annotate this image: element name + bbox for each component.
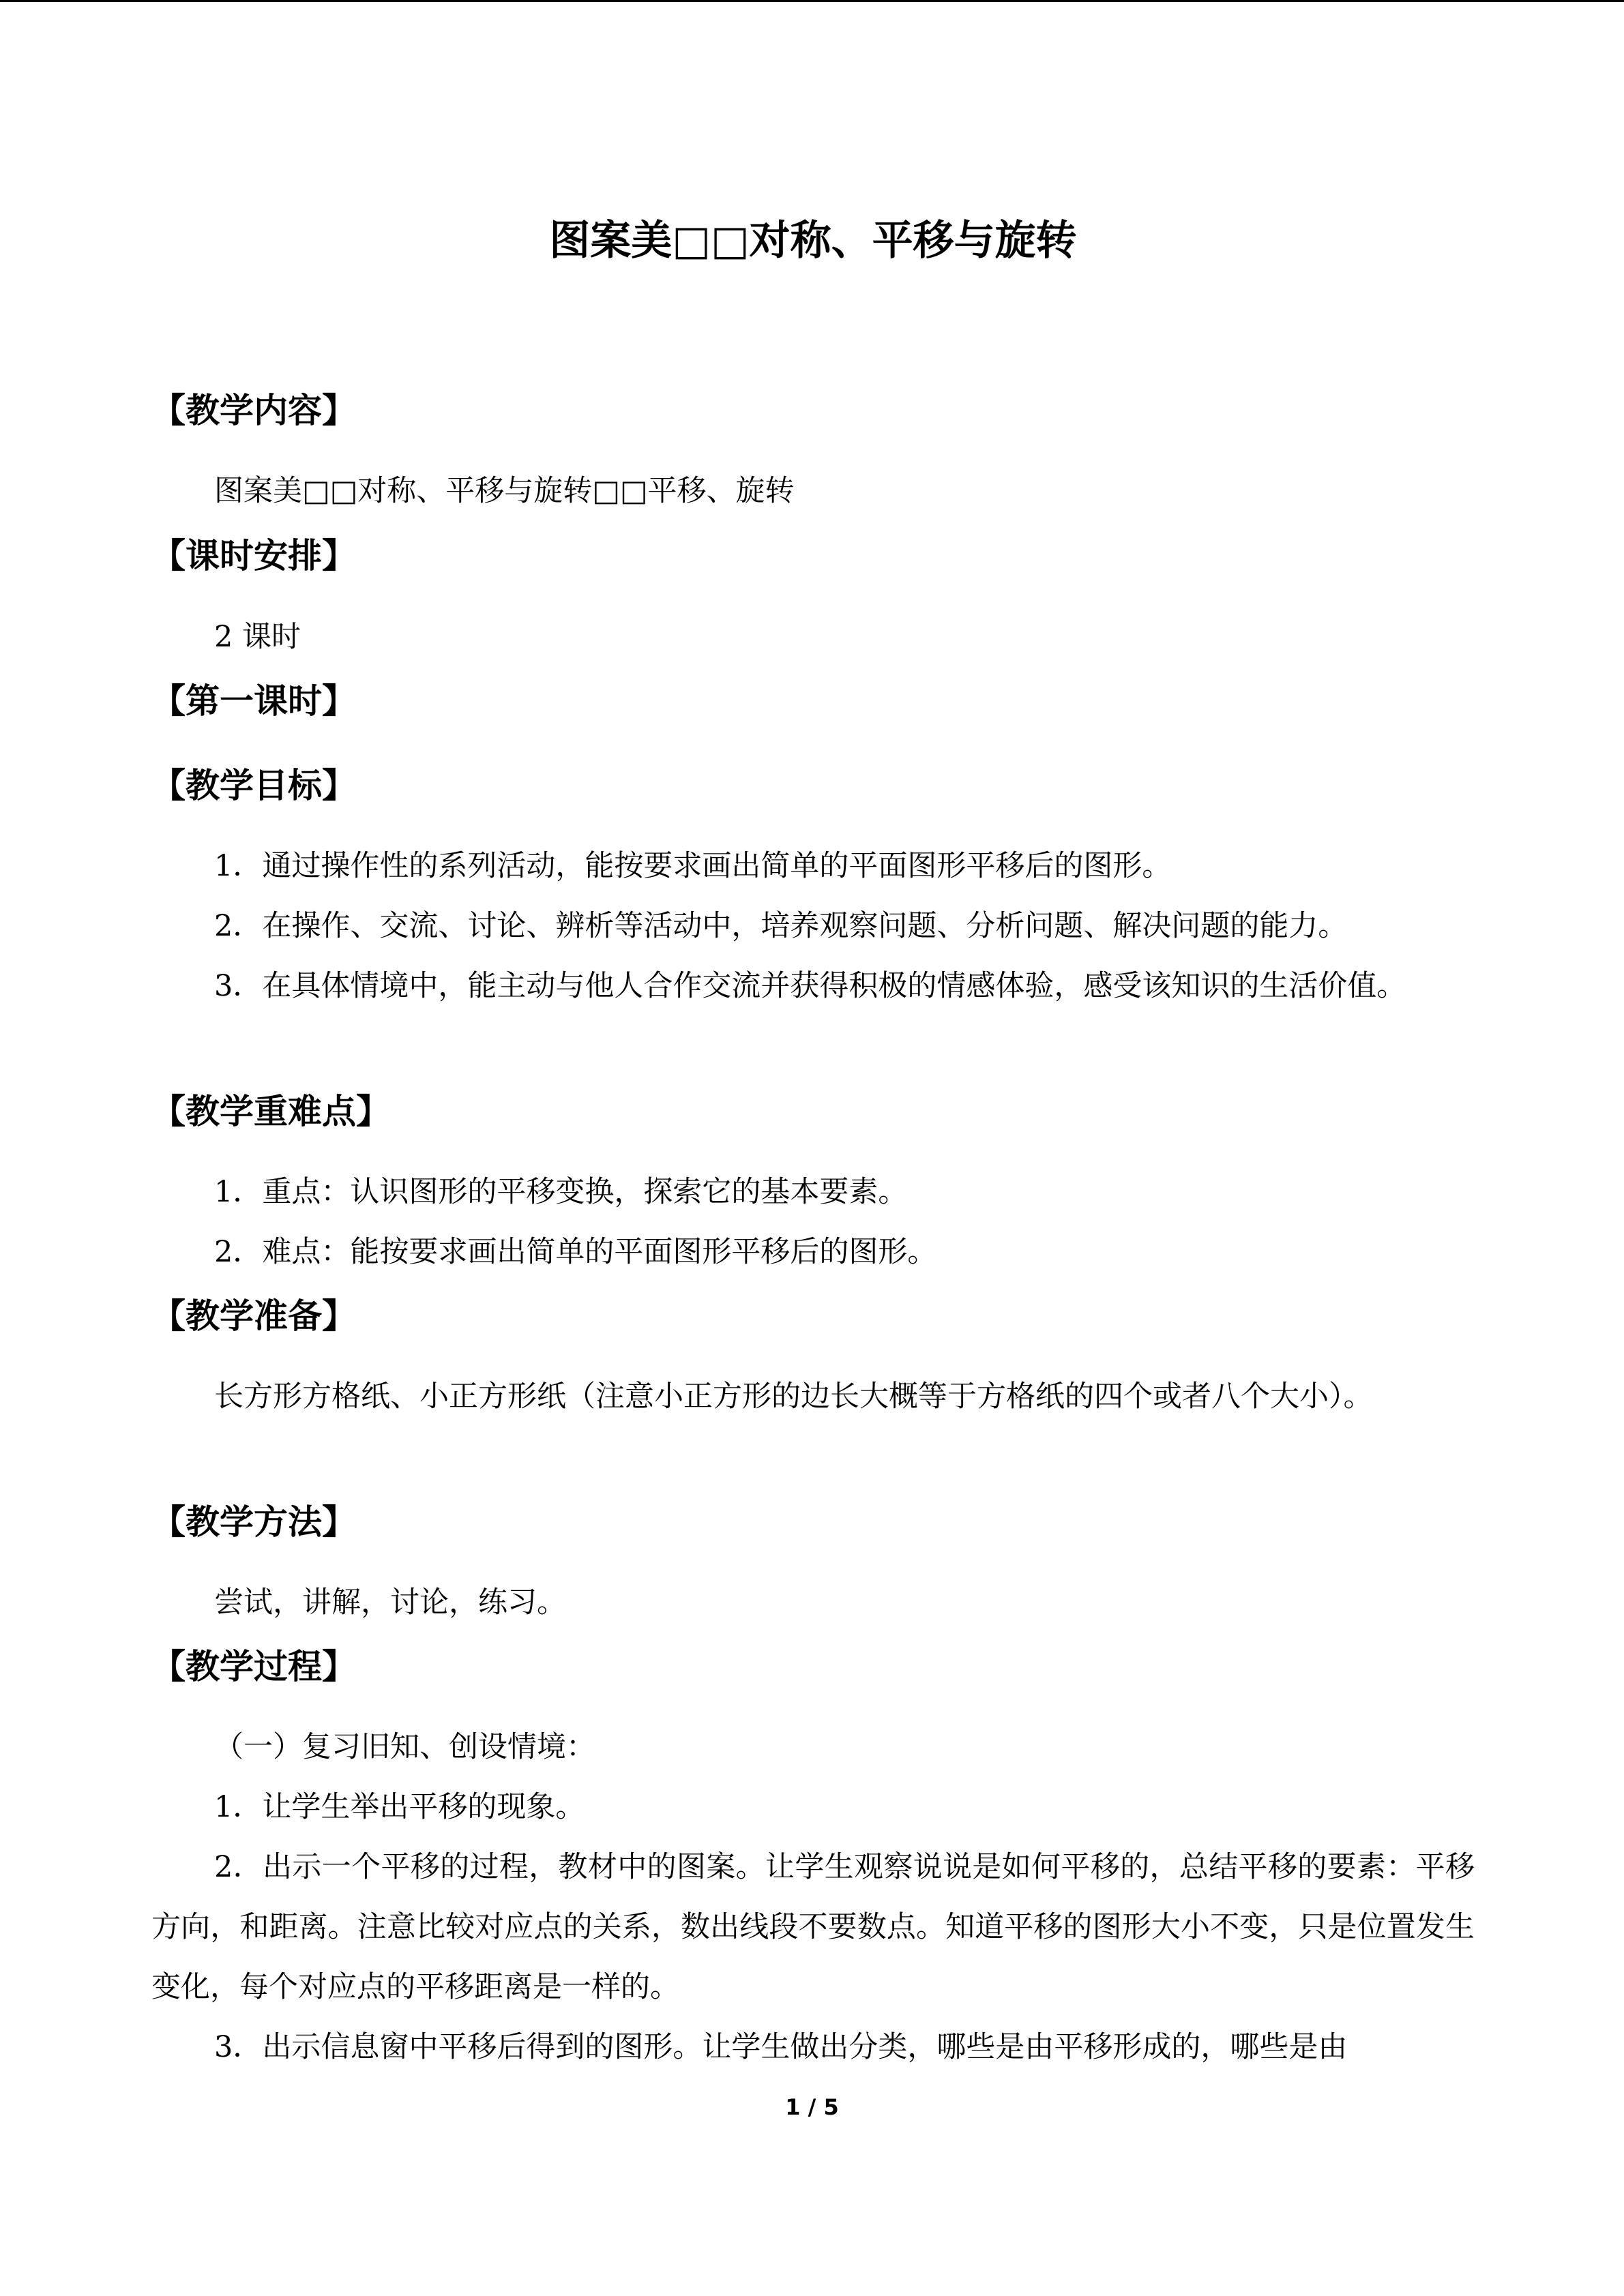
process-item-4: 3．出示信息窗中平移后得到的图形。让学生做出分类，哪些是由平移形成的，哪些是由 xyxy=(214,2030,1348,2064)
goal-item-2: 2．在操作、交流、讨论、辨析等活动中，培养观察问题、分析问题、解决问题的能力。 xyxy=(214,909,1348,943)
teaching-content-text: 图案美□□对称、平移与旋转□□平移、旋转 xyxy=(214,474,795,508)
goal-item-3: 3．在具体情境中，能主动与他人合作交流并获得积极的情感体验，感受该知识的生活价值。 xyxy=(214,969,1406,1003)
top-border-line xyxy=(0,0,1624,2)
schedule-text: 2 课时 xyxy=(214,620,301,654)
heading-lesson-one: 【第一课时】 xyxy=(151,681,356,721)
teaching-method-text: 尝试，讲解，讨论，练习。 xyxy=(214,1585,566,1620)
heading-key-points: 【教学重难点】 xyxy=(151,1092,390,1131)
heading-teaching-process: 【教学过程】 xyxy=(151,1647,356,1686)
keypoint-item-1: 1．重点：认识图形的平移变换，探索它的基本要素。 xyxy=(214,1175,908,1209)
document-title: 图案美□□对称、平移与旋转 xyxy=(549,217,1077,265)
heading-teaching-method: 【教学方法】 xyxy=(151,1502,356,1542)
page-number: 1 / 5 xyxy=(785,2094,839,2120)
preparation-text: 长方形方格纸、小正方形纸（注意小正方形的边长大概等于方格纸的四个或者八个大小）。 xyxy=(214,1380,1373,1414)
heading-teaching-goals: 【教学目标】 xyxy=(151,766,356,805)
goal-item-1: 1．通过操作性的系列活动，能按要求画出简单的平面图形平移后的图形。 xyxy=(214,849,1172,883)
process-item-3: 2．出示一个平移的过程，教材中的图案。让学生观察说说是如何平移的，总结平移的要素：平移方向，和距离。注意比较对应点的关系，数出线段不要数点。知道平移的图形大小不变，只是位置发生变化，每个对应点的平移距离是一样的。 xyxy=(151,1850,1475,2004)
process-item-1: （一）复习旧知、创设情境： xyxy=(214,1730,595,1764)
keypoint-item-2: 2．难点：能按要求画出简单的平面图形平移后的图形。 xyxy=(214,1235,937,1269)
process-item-2: 1．让学生举出平移的现象。 xyxy=(214,1790,585,1824)
heading-preparation: 【教学准备】 xyxy=(151,1296,356,1336)
heading-teaching-content: 【教学内容】 xyxy=(151,391,356,430)
heading-schedule: 【课时安排】 xyxy=(151,536,356,576)
